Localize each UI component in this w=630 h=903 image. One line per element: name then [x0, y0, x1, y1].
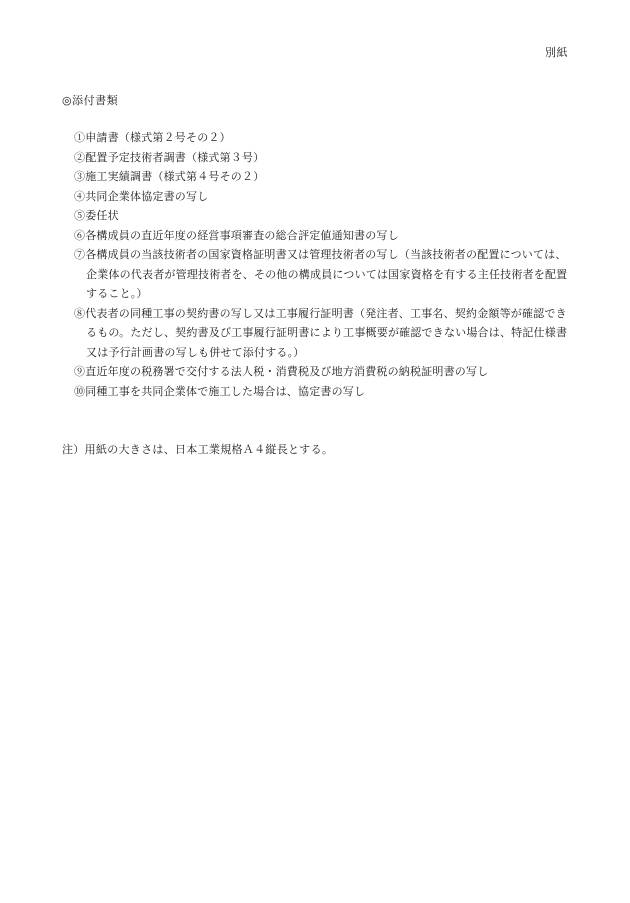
- list-item: ①申請書（様式第２号その２）: [74, 131, 231, 144]
- list-item: ⑩同種工事を共同企業体で施工した場合は、協定書の写し: [74, 384, 366, 398]
- list-item: ⑦各構成員の当該技術者の国家資格証明書又は管理技術者の写し（当該技術者の配置については、企業体の代表者が管理技術者を、その他の構成員については国家資格を有する主任技術者を配置すること。）: [74, 248, 568, 300]
- list-item: ⑥各構成員の直近年度の経営事項審査の総合評定値通知書の写し: [74, 228, 399, 242]
- attachments-heading: ◎添付書類: [62, 94, 119, 107]
- list-item: ④共同企業体協定書の写し: [74, 189, 209, 203]
- list-item: ③施工実績調書（様式第４号その２）: [74, 170, 265, 183]
- list-item: ②配置予定技術者調書（様式第３号）: [74, 150, 265, 164]
- list-item: ⑤委任状: [74, 209, 119, 222]
- attachment-list: [74, 128, 570, 401]
- list-item: ⑧代表者の同種工事の契約書の写し又は工事履行証明書（発注者、工事名、契約金額等が確認できるもの。ただし、契約書及び工事履行証明書により工事概要が確認できない場合は、特記仕様書又は予行計画書の写しも併せて添付する。）: [74, 306, 568, 359]
- list-item: ⑨直近年度の税務署で交付する法人税・消費税及び地方消費税の納税証明書の写し: [74, 365, 489, 378]
- annex-label: 別紙: [545, 46, 568, 59]
- paper-size-note: 注）用紙の大きさは、日本工業規格Ａ４縦長とする。: [62, 443, 334, 456]
